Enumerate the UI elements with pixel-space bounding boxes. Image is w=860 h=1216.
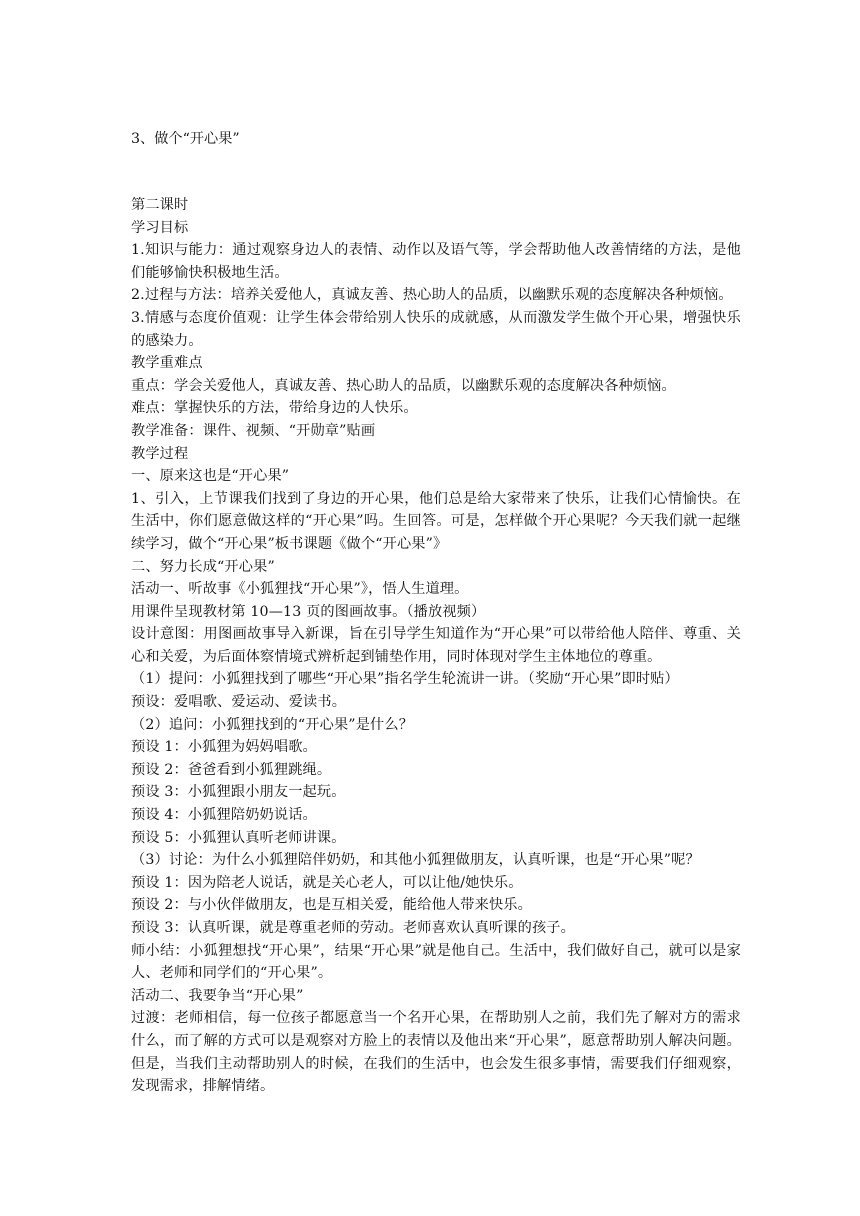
paragraph: 二、努力长成“开心果” bbox=[131, 558, 275, 575]
paragraph: 预设 2：爸爸看到小狐狸跳绳。 bbox=[131, 761, 332, 778]
paragraph: 3.情感与态度价值观：让学生体会带给别人快乐的成就感，从而激发学生做个开心果，增强快乐的感染力。 bbox=[131, 309, 741, 349]
paragraph: 活动一、听故事《小狐狸找“开心果”》，悟人生道理。 bbox=[131, 581, 469, 598]
lesson-title: 3、做个“开心果” bbox=[131, 131, 240, 147]
paragraph: 1、引入，上节课我们找到了身边的开心果，他们总是给大家带来了快乐，让我们心情愉快。在生活中，你们愿意做这样的“开心果”吗。生回答。可是，怎样做个开心果呢？今天我们就一起继续学习，做个“开心果”板书课题《做个“开心果”》 bbox=[131, 490, 741, 552]
paragraph: 师小结：小狐狸想找“开心果”，结果“开心果”就是他自己。生活中，我们做好自己，就可以是家人、老师和同学们的“开心果”。 bbox=[131, 942, 741, 982]
paragraph: 预设 3：认真听课，就是尊重老师的劳动。老师喜欢认真听课的孩子。 bbox=[131, 920, 575, 936]
paragraph: 活动二、我要争当“开心果” bbox=[131, 987, 304, 1004]
paragraph: 预设 2：与小伙伴做朋友，也是互相关爱，能给他人带来快乐。 bbox=[131, 897, 532, 914]
paragraph: 难点：掌握快乐的方法，带给身边的人快乐。 bbox=[131, 400, 418, 417]
paragraph: 一、原来这也是“开心果” bbox=[131, 468, 290, 485]
paragraph: 1.知识与能力：通过观察身边人的表情、动作以及语气等，学会帮助他人改善情绪的方法，是他们能够愉快积极地生活。 bbox=[131, 242, 741, 281]
paragraph: 2.过程与方法：培养关爱他人，真诚友善、热心助人的品质，以幽默乐观的态度解决各种烦恼。 bbox=[131, 287, 733, 304]
paragraph: （2）追问：小狐狸找到的“开心果”是什么？ bbox=[131, 716, 414, 733]
paragraph: 过渡：老师相信，每一位孩子都愿意当一个名开心果，在帮助别人之前，我们先了解对方的需求什么，而了解的方式可以是观察对方脸上的表情以及他出来“开心果”，愿意帮助别人解决问题。但是，当我们主动帮助别人的时候，在我们的生活中，也会发生很多事情，需要我们仔细观察，发现需求，排解情绪。 bbox=[131, 1010, 741, 1095]
paragraph: 教学重难点 bbox=[131, 355, 203, 372]
spacer bbox=[131, 172, 741, 194]
paragraph: 第二课时 bbox=[131, 197, 189, 213]
paragraph: 设计意图：用图画故事导入新课，旨在引导学生知道作为“开心果”可以带给他人陪伴、尊重、关心和关爱，为后面体察情境式辨析起到铺垫作用，同时体现对学生主体地位的尊重。 bbox=[131, 626, 741, 665]
document-body bbox=[131, 128, 741, 1098]
paragraph: 预设 4：小狐狸陪奶奶说话。 bbox=[131, 807, 317, 824]
paragraph: 重点：学会关爱他人，真诚友善、热心助人的品质，以幽默乐观的态度解决各种烦恼。 bbox=[131, 377, 676, 394]
paragraph: 预设 1：因为陪老人说话，就是关心老人，可以让他/她快乐。 bbox=[131, 874, 523, 891]
paragraph: 教学准备：课件、视频、“开勋章”贴画 bbox=[131, 422, 376, 439]
paragraph: 预设 3：小狐狸跟小朋友一起玩。 bbox=[131, 784, 346, 801]
paragraph-list bbox=[131, 194, 741, 1098]
paragraph: 用课件呈现教材第 10—13 页的图画故事。（播放视频） bbox=[131, 603, 486, 620]
paragraph: 教学过程 bbox=[131, 445, 189, 462]
paragraph: 预设 1：小狐狸为妈妈唱歌。 bbox=[131, 739, 317, 756]
paragraph: （1）提问：小狐狸找到了哪些“开心果”指名学生轮流讲一讲。（奖励“开心果”即时贴） bbox=[131, 671, 679, 688]
paragraph: 预设 5：小狐狸认真听老师讲课。 bbox=[131, 829, 346, 846]
paragraph: 预设：爱唱歌、爱运动、爱读书。 bbox=[131, 694, 347, 711]
paragraph: 学习目标 bbox=[131, 219, 189, 236]
paragraph: （3）讨论：为什么小狐狸陪伴奶奶，和其他小狐狸做朋友，认真听课，也是“开心果”呢？ bbox=[131, 852, 700, 869]
